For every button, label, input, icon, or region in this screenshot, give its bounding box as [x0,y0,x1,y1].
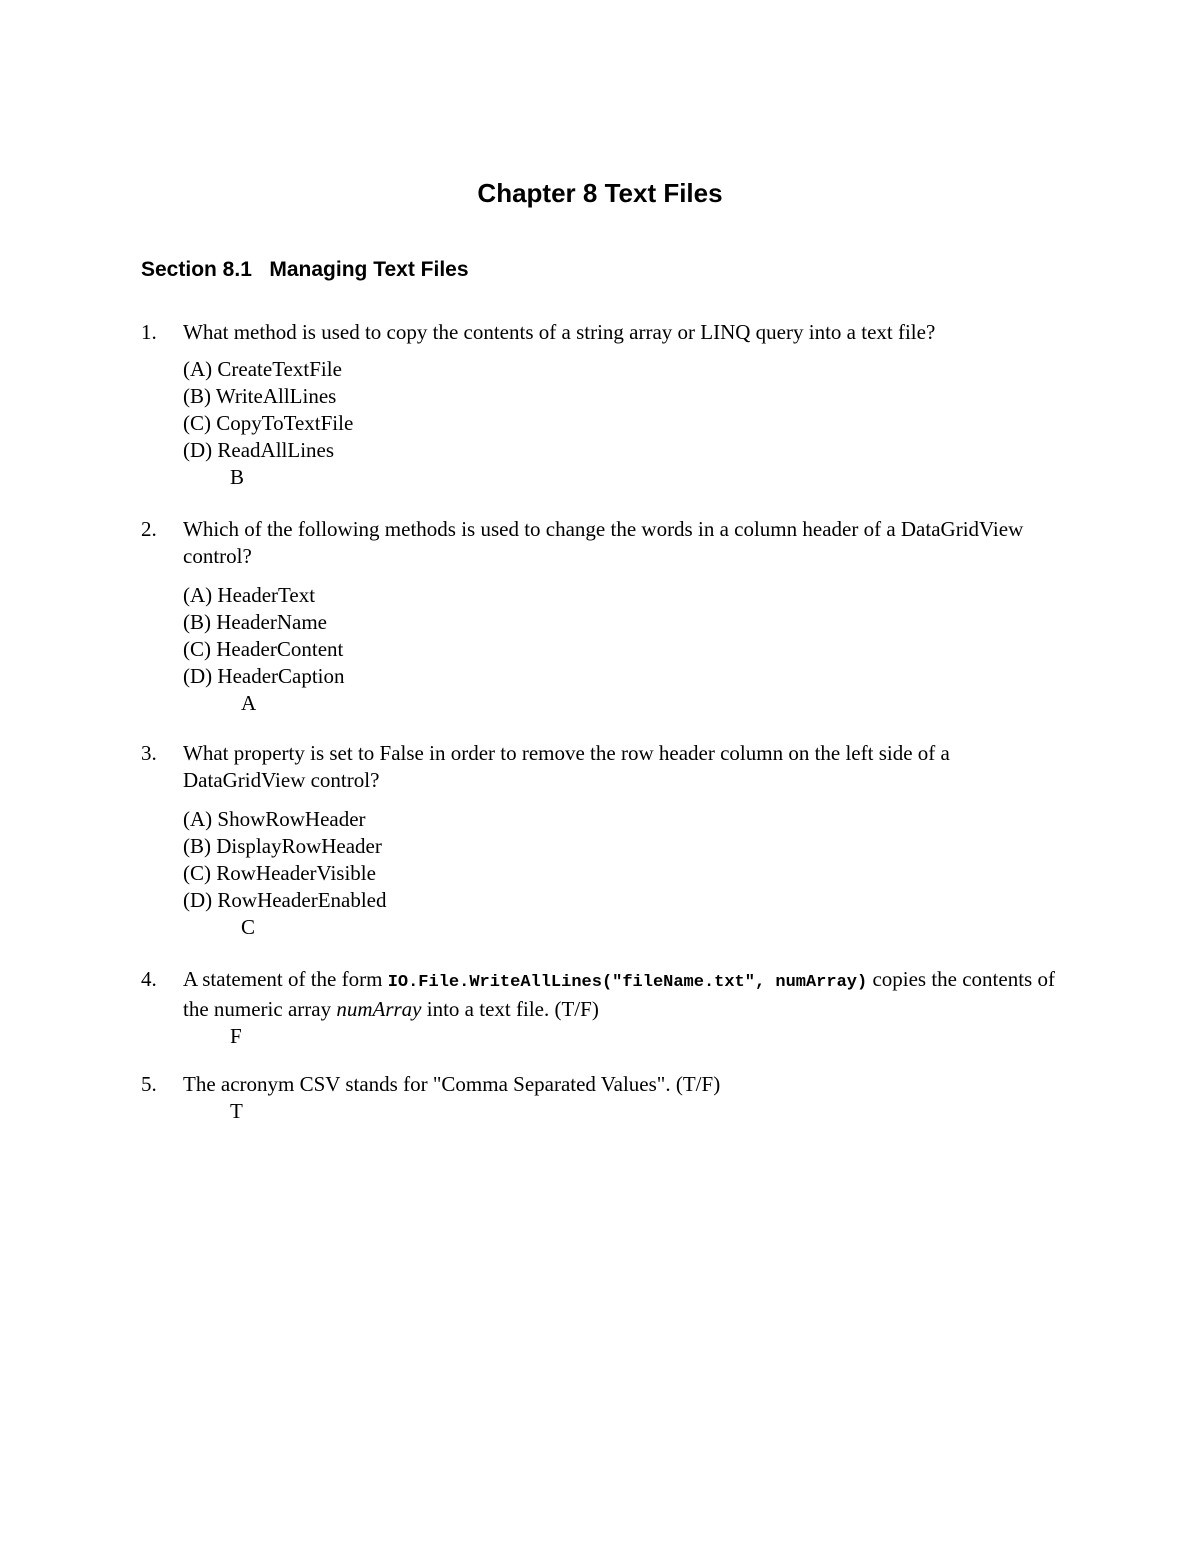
question-1 [141,319,1071,491]
question-number: 5. [141,1072,157,1096]
choice-b: (B) DisplayRowHeader [183,834,382,858]
question-text: What method is used to copy the contents of a string array or LINQ query into a text file? [183,320,936,344]
question-text-middle: copies the contents of the numeric array [183,967,1055,1021]
question-text-end: into a text file. (T/F) [421,997,599,1021]
choice-b: (B) HeaderName [183,610,328,634]
choice-list [183,806,1071,941]
question-text: Which of the following methods is used to change the words in a column header of a DataGridView control? [183,517,1024,568]
question-text: What property is set to False in order to remove the row header column on the left side of a DataGridView control? [183,741,950,792]
question-number: 4. [141,967,157,991]
choice-d: (D) HeaderCaption [183,664,345,688]
question-number: 3. [141,741,157,765]
answer-key: C [241,915,256,939]
answer-key: B [230,465,245,489]
variable-name: numArray [336,997,422,1021]
answer-key: F [230,1024,242,1048]
section-title: Section 8.1 Managing Text Files [141,258,469,281]
answer-key: T [230,1099,243,1123]
choice-c: (C) CopyToTextFile [183,411,354,435]
question-3 [141,740,1071,941]
chapter-title: Chapter 8 Text Files [477,178,723,208]
choice-d: (D) RowHeaderEnabled [183,888,387,912]
choice-list [183,356,1071,491]
choice-a: (A) CreateTextFile [183,357,342,381]
question-text-start: A statement of the form [183,967,388,991]
choice-list [183,582,1071,717]
choice-c: (C) HeaderContent [183,637,344,661]
choice-a: (A) HeaderText [183,583,316,607]
code-snippet: IO.File.WriteAllLines("fileName.txt", numArray) [387,973,868,992]
answer-key: A [241,691,257,715]
question-number: 2. [141,517,157,541]
question-text: The acronym CSV stands for "Comma Separated Values". (T/F) [183,1072,721,1096]
question-number: 1. [141,320,157,344]
question-4 [141,966,1071,1050]
choice-b: (B) WriteAllLines [183,384,337,408]
choice-a: (A) ShowRowHeader [183,807,366,831]
question-5 [141,1071,1071,1125]
question-2 [141,516,1071,717]
question-text [183,966,1071,1023]
choice-d: (D) ReadAllLines [183,438,335,462]
choice-c: (C) RowHeaderVisible [183,861,376,885]
